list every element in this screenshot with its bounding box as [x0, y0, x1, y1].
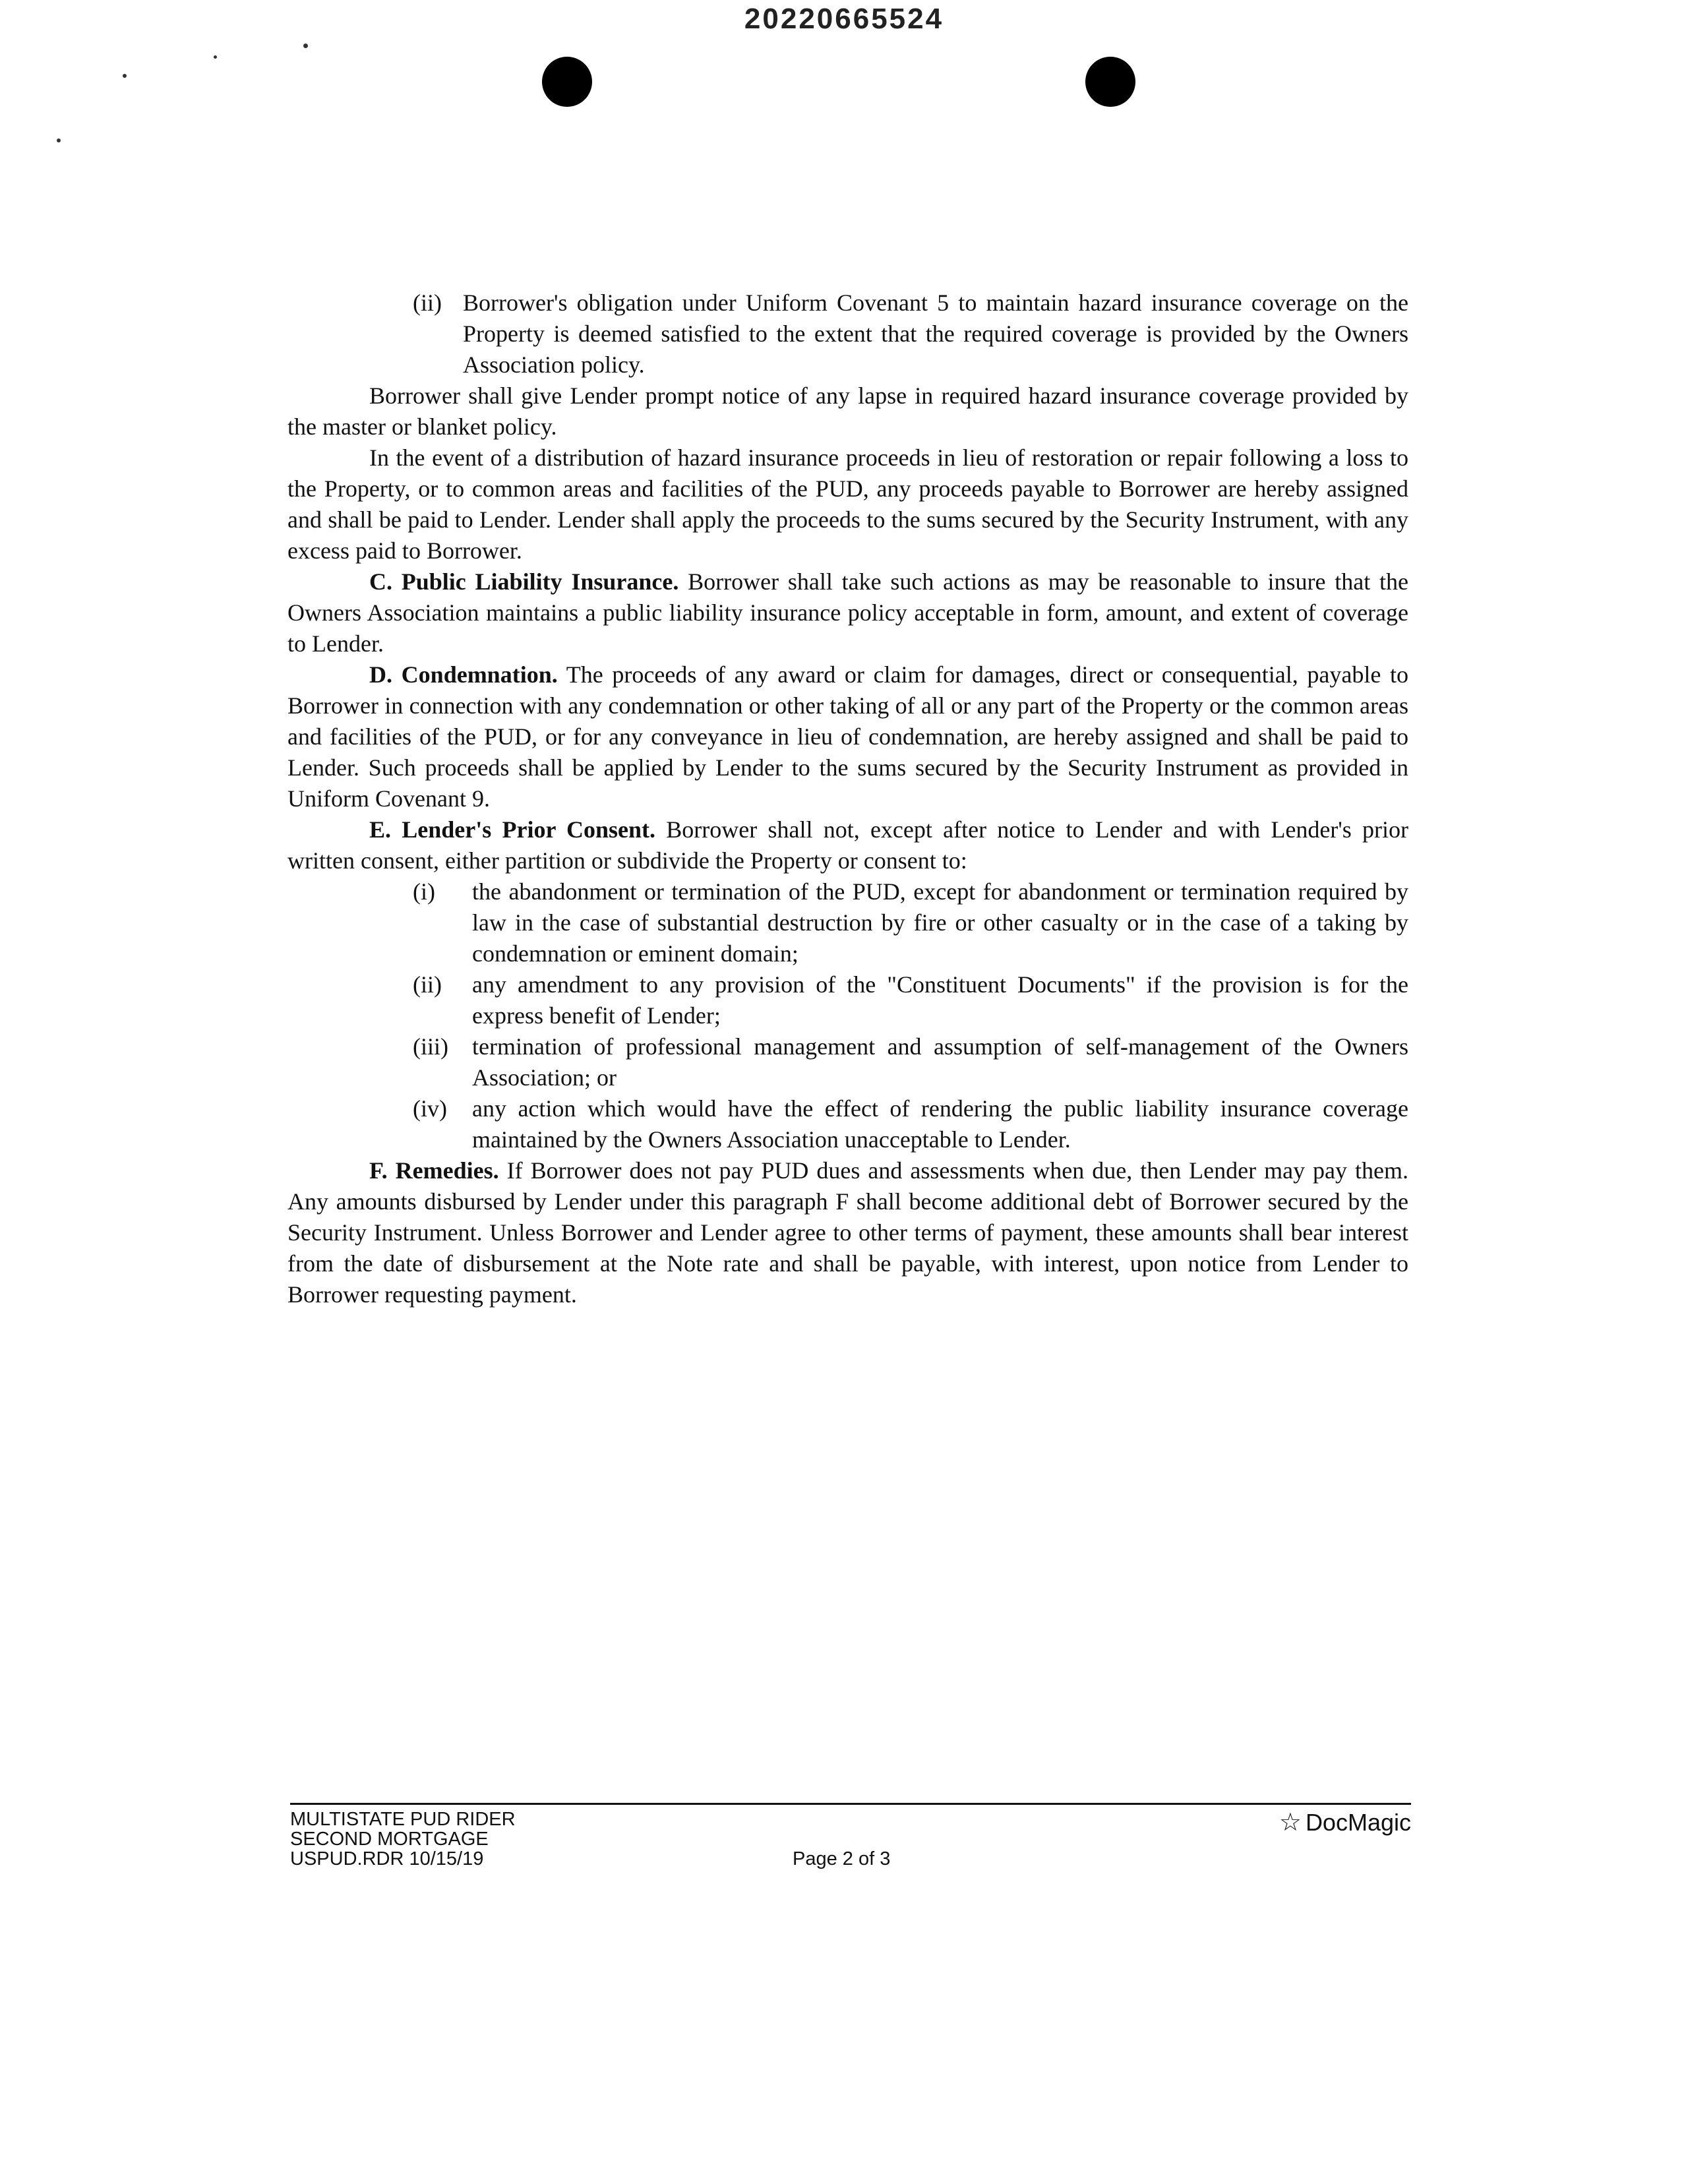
list-marker: (iv) — [413, 1095, 447, 1122]
list-item — [287, 876, 1408, 969]
footer-form-id — [290, 1809, 516, 1869]
footer-form-subtitle: SECOND MORTGAGE — [290, 1829, 489, 1850]
paragraph-c — [287, 566, 1408, 659]
section-text-c: Borrower shall take such actions as may be reasonable to insure that the Owners Association maintains a public liability insurance policy acceptable in form, amount, and extent of coverage to Lender. — [287, 568, 1409, 657]
punch-hole-left — [542, 57, 592, 107]
list-text: termination of professional management and assumption of self-management of the Owners Association; or — [472, 1033, 1408, 1091]
section-text-e: Borrower shall not, except after notice to Lender and with Lender's prior written consent, either partition or subdivide the Property or consent to: — [287, 816, 1409, 874]
paragraph-d — [287, 659, 1408, 814]
punch-hole-right — [1085, 57, 1135, 107]
list-marker: (ii) — [413, 289, 442, 316]
section-heading-c: C. Public Liability Insurance. — [369, 568, 679, 595]
list-item — [287, 1093, 1408, 1155]
list-item — [287, 1031, 1408, 1093]
section-heading-e: E. Lender's Prior Consent. — [369, 816, 656, 843]
footer-form-title: MULTISTATE PUD RIDER — [290, 1809, 516, 1830]
section-heading-f: F. Remedies. — [369, 1157, 499, 1184]
paragraph-e — [287, 814, 1408, 876]
paragraph-f — [287, 1155, 1408, 1310]
document-body — [287, 288, 1408, 1310]
list-text: any action which would have the effect of rendering the public liability insurance coverage maintained by the Owners Association unacceptable to Lender. — [472, 1095, 1408, 1153]
scan-speck — [123, 74, 127, 78]
section-text-f: If Borrower does not pay PUD dues and assessments when due, then Lender may pay them. Any amounts disbursed by Lender under this paragraph F shall become additional debt of Borrower secured by the Security Instrument. Unless Borrower and Lender agree to other terms of payment, these amounts shall bear interest from the date of disbursement at the Note rate and shall be payable, with interest, upon notice from Lender to Borrower requesting payment. — [287, 1157, 1409, 1308]
footer-divider — [290, 1803, 1411, 1805]
list-text: Borrower's obligation under Uniform Covenant 5 to maintain hazard insurance coverage on the Property is deemed satisfied to the extent that the required coverage is provided by the Owners Association policy. — [463, 289, 1408, 378]
page-number: Page 2 of 3 — [793, 1848, 891, 1869]
document-number: 20220665524 — [744, 3, 944, 35]
list-item — [287, 969, 1408, 1031]
section-text-d: The proceeds of any award or claim for damages, direct or consequential, payable to Borrower in connection with any condemnation or other taking of all or any part of the Property or the common areas and facilities of the PUD, or for any conveyance in lieu of condemnation, are hereby assigned and shall be paid to Lender. Such proceeds shall be applied by Lender to the sums secured by the Security Instrument as provided in Uniform Covenant 9. — [287, 661, 1408, 812]
scan-speck — [214, 55, 217, 59]
star-icon: ☆ — [1279, 1809, 1302, 1836]
brand-name: DocMagic — [1305, 1809, 1411, 1836]
scan-speck — [303, 44, 308, 48]
list-item — [287, 288, 1408, 380]
paragraph-lapse-notice: Borrower shall give Lender prompt notice of any lapse in required hazard insurance coverage provided by the master or blanket policy. — [287, 382, 1408, 440]
paragraph-distribution: In the event of a distribution of hazard insurance proceeds in lieu of restoration or repair following a loss to the Property, or to common areas and facilities of the PUD, any proceeds payable to Borrower are hereby assigned and shall be paid to Lender. Lender shall apply the proceeds to the sums secured by the Security Instrument, with any excess paid to Borrower. — [287, 444, 1408, 564]
list-text: the abandonment or termination of the PUD, except for abandonment or termination required by law in the case of substantial destruction by fire or other casualty or in the case of a taking by condemnation or eminent domain; — [472, 878, 1408, 967]
list-marker: (iii) — [413, 1033, 448, 1060]
docmagic-logo — [1279, 1809, 1411, 1836]
list-marker: (ii) — [413, 971, 442, 998]
list-marker: (i) — [413, 878, 435, 905]
footer-form-code: USPUD.RDR 10/15/19 — [290, 1848, 484, 1869]
section-heading-d: D. Condemnation. — [369, 661, 558, 688]
list-text: any amendment to any provision of the "Constituent Documents" if the provision is for the express benefit of Lender; — [472, 971, 1408, 1029]
scan-speck — [57, 138, 61, 142]
